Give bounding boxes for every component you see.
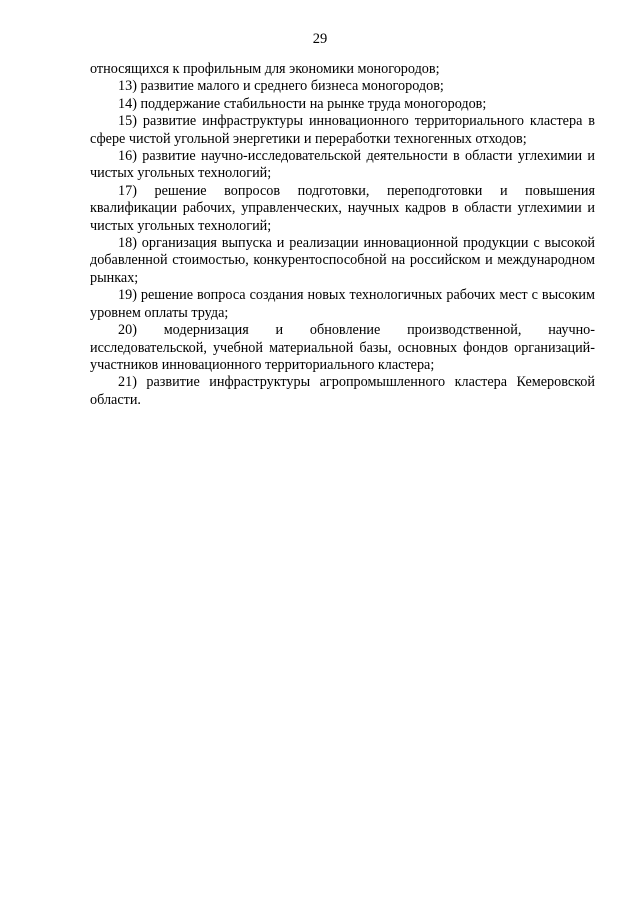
document-body [90, 61, 595, 409]
list-item-16: 16) развитие научно-исследовательской деятельности в области углехимии и чистых угольных технологий; [90, 148, 595, 182]
list-item-15: 15) развитие инфраструктуры инновационного территориального кластера в сфере чистой угольной энергетики и переработки техногенных отходов; [90, 113, 595, 147]
list-item-20: 20) модернизация и обновление производственной, научно-исследовательской, учебной материальной базы, основных фондов организаций-участников инновационного территориального кластера; [90, 322, 595, 373]
page-number: 29 [312, 31, 328, 47]
paragraph-continuation: относящихся к профильным для экономики моногородов; [90, 61, 440, 77]
list-item-13: 13) развитие малого и среднего бизнеса моногородов; [118, 78, 444, 95]
list-item-14: 14) поддержание стабильности на рынке труда моногородов; [118, 95, 487, 112]
list-item-17: 17) решение вопросов подготовки, переподготовки и повышения квалификации рабочих, управленческих, научных кадров в области углехимии и чистых угольных технологий; [90, 182, 595, 234]
list-item-18: 18) организация выпуска и реализации инновационной продукции с высокой добавленной стоимостью, конкурентоспособной на российском и международном рынках; [90, 235, 595, 286]
list-item-19: 19) решение вопроса создания новых технологичных рабочих мест с высоким уровнем оплаты труда; [90, 287, 595, 321]
list-item-21: 21) развитие инфраструктуры агропромышленного кластера Кемеровской области. [90, 374, 595, 408]
